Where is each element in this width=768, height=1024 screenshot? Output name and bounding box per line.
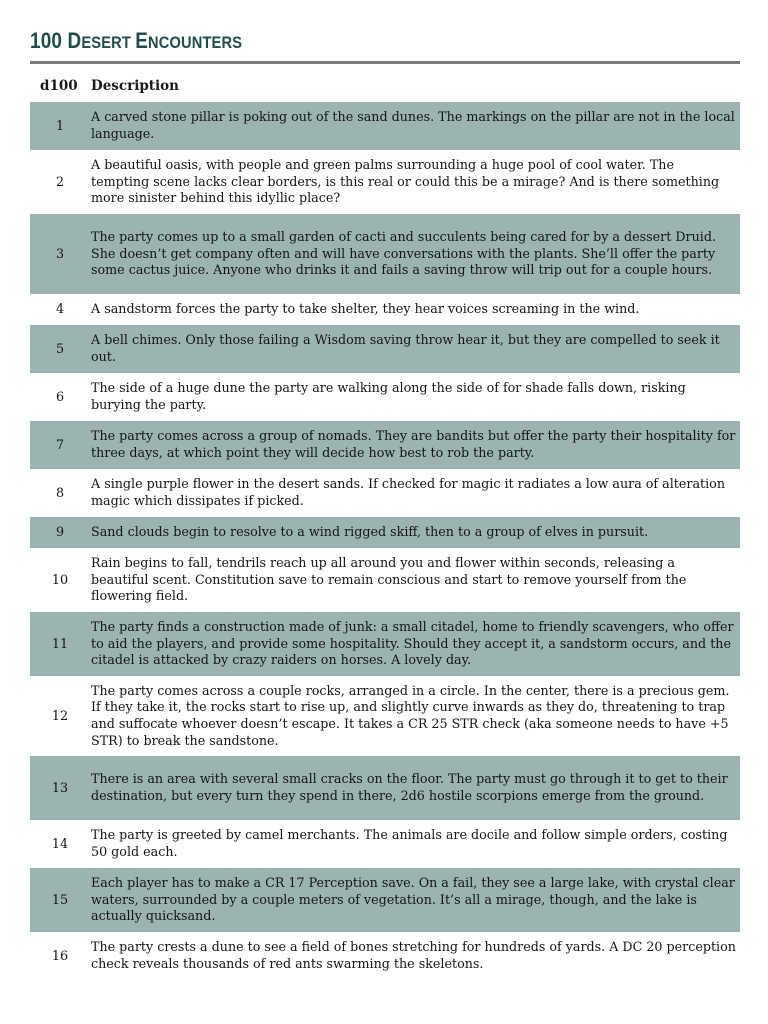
table-row: [30, 294, 740, 325]
roll-number: 3: [55, 245, 65, 261]
title-part: NCOUNTERS: [147, 33, 243, 52]
roll-number: 1: [55, 117, 65, 133]
table-row: [30, 868, 740, 932]
roll-number: 11: [51, 635, 69, 651]
encounter-description: The party finds a construction made of junk: a small citadel, home to friendly scavengers, who offer to aid the players, and provide some hospitality. Should they accept it, a sandstorm occurs, and the citadel is attacked by crazy raiders on horses. A lovely day.: [91, 619, 734, 668]
roll-number: 9: [55, 524, 65, 540]
column-header-description: Description: [91, 78, 179, 94]
roll-number: 4: [55, 301, 65, 317]
encounter-description: The party comes across a group of nomads. They are bandits but offer the party their hospitality for three days, at which point they will decide how best to rob the party.: [91, 428, 736, 460]
table-row: [30, 150, 740, 214]
title-rule: [30, 61, 740, 64]
encounter-description: A bell chimes. Only those failing a Wisdom saving throw hear it, but they are compelled to seek it out.: [91, 332, 720, 364]
encounter-description: There is an area with several small cracks on the floor. The party must go through it to get to their destination, but every turn they spend in there, 2d6 hostile scorpions emerge from the ground.: [91, 771, 728, 803]
page-title: [30, 28, 242, 54]
table-row: [30, 932, 740, 980]
table-row: [30, 102, 740, 150]
encounter-table: [30, 102, 740, 980]
title-part: E: [135, 28, 148, 53]
roll-number: 10: [51, 571, 69, 587]
table-row: [30, 612, 740, 676]
title-part: 100 D: [30, 28, 82, 53]
roll-number: 13: [51, 779, 69, 795]
encounter-description: A beautiful oasis, with people and green palms surrounding a huge pool of cool water. The tempting scene lacks clear borders, is this real or could this be a mirage? And is there something more sinister behind this idyllic place?: [91, 157, 720, 206]
roll-number: 12: [51, 707, 69, 723]
roll-number: 7: [55, 436, 65, 452]
table-row: [30, 676, 740, 756]
table-row: [30, 517, 740, 548]
encounter-description: A sandstorm forces the party to take shelter, they hear voices screaming in the wind.: [91, 301, 640, 317]
table-row: [30, 820, 740, 868]
roll-number: 5: [55, 340, 65, 356]
table-row: [30, 325, 740, 373]
roll-number: 8: [55, 484, 65, 500]
encounter-description: The party comes up to a small garden of cacti and succulents being cared for by a dessert Druid. She doesn’t get company often and will have conversations with the plants. She’ll offer the party some cactus juice. Anyone who drinks it and fails a saving throw will trip out for a couple hours.: [91, 229, 716, 278]
table-row: [30, 756, 740, 820]
encounter-description: Sand clouds begin to resolve to a wind rigged skiff, then to a group of elves in pursuit.: [91, 524, 649, 540]
encounter-description: The side of a huge dune the party are walking along the side of for shade falls down, risking burying the party.: [91, 380, 686, 412]
table-row: [30, 469, 740, 517]
encounter-description: The party comes across a couple rocks, arranged in a circle. In the center, there is a precious gem. If they take it, the rocks start to rise up, and slightly curve inwards as they do, threatening to trap and suffocate whoever doesn’t escape. It takes a CR 25 STR check (aka someone needs to have +5 STR) to break the sandstone.: [91, 682, 730, 748]
table-row: [30, 421, 740, 469]
roll-number: 14: [51, 835, 69, 851]
roll-number: 15: [51, 891, 69, 907]
encounter-description: A carved stone pillar is poking out of the sand dunes. The markings on the pillar are not in the local language.: [91, 109, 735, 141]
table-row: [30, 373, 740, 421]
column-header-d100: d100: [40, 78, 78, 94]
roll-number: 6: [55, 388, 65, 404]
encounter-description: Each player has to make a CR 17 Perception save. On a fail, they see a large lake, with crystal clear waters, surrounded by a couple meters of vegetation. It’s all a mirage, though, and the lake is actually quicksand.: [91, 875, 735, 924]
encounter-description: Rain begins to fall, tendrils reach up all around you and flower within seconds, releasing a beautiful scent. Constitution save to remain conscious and start to remove yourself from the flowering field.: [91, 555, 687, 604]
roll-number: 2: [55, 173, 65, 189]
table-row: [30, 214, 740, 294]
encounter-description: A single purple flower in the desert sands. If checked for magic it radiates a low aura of alteration magic which dissipates if picked.: [91, 476, 725, 508]
encounter-description: The party crests a dune to see a field of bones stretching for hundreds of yards. A DC 20 perception check reveals thousands of red ants swarming the skeletons.: [91, 939, 736, 971]
roll-number: 16: [51, 947, 69, 963]
encounter-description: The party is greeted by camel merchants. The animals are docile and follow simple orders, costing 50 gold each.: [91, 827, 728, 859]
title-part: ESERT: [81, 33, 136, 52]
table-row: [30, 548, 740, 612]
